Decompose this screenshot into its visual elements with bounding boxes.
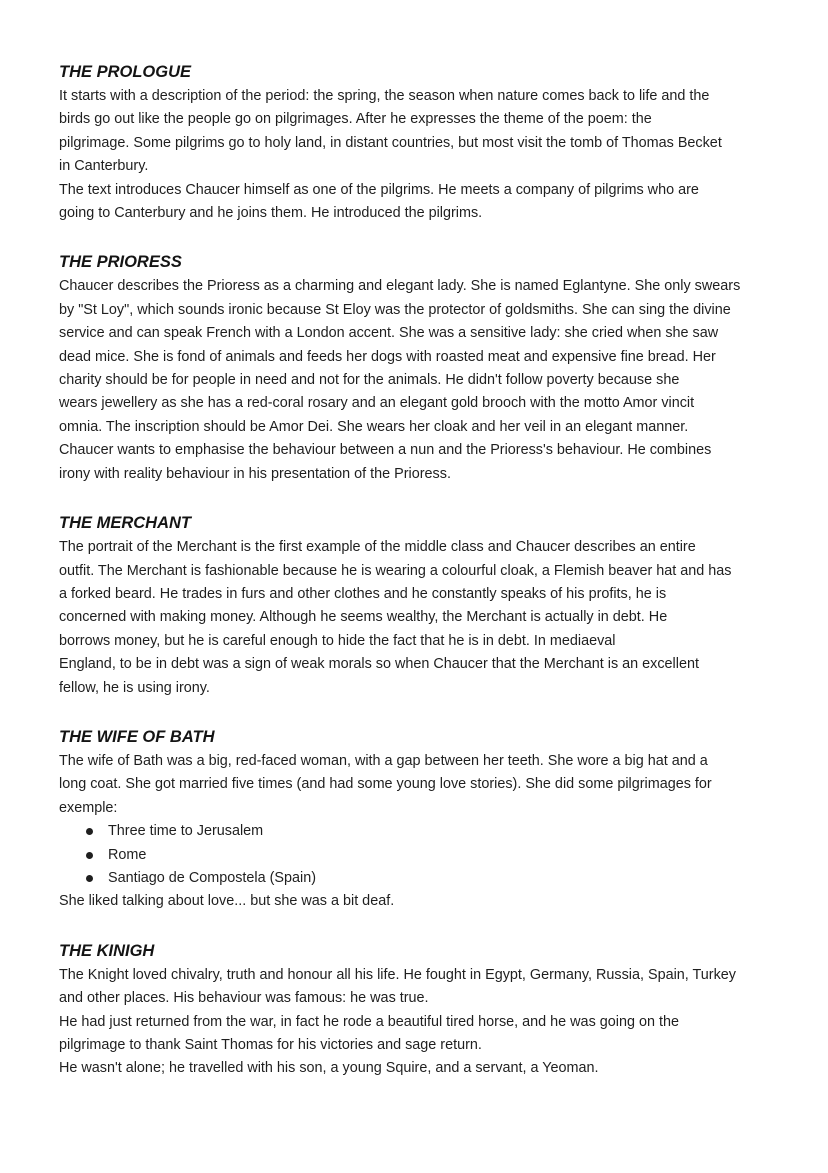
paragraph: Chaucer describes the Prioress as a charming and elegant lady. She is named Eglantyne. She only swears by "St Loy", which sounds ironic because St Eloy was the protector of goldsmiths. She can sing the divine service and can speak French with a London accent. She was a sensitive lady: she cried when she saw dead mice. She is fond of animals and feeds her dogs with roasted meat and expensive fine bread. Her charity should be for people in need and not for the animals. He didn't follow poverty because she wears jewellery as she has a red-coral rosary and an elegant gold brooch with the motto Amor vincit omnia. The inscription should be Amor Dei. She wears her cloak and her veil in an elegant manner. Chaucer wants to emphasise the behaviour between a nun and the Prioress's behaviour. He combines irony with reality behaviour in his presentation of the Prioress. (59, 278, 741, 482)
list-item (86, 820, 779, 843)
section-wife-of-bath (59, 726, 779, 914)
section-merchant (59, 512, 779, 700)
list-item (86, 867, 779, 890)
section-knight (59, 940, 779, 1081)
list-item-text: Three time to Jerusalem (108, 823, 264, 840)
section-heading: THE MERCHANT (59, 514, 191, 533)
section-heading: THE KINIGH (59, 941, 155, 960)
list-item (86, 844, 779, 867)
paragraph: He had just returned from the war, in fact he rode a beautiful tired horse, and he was going on the pilgrimage to thank Saint Thomas for his victories and sage return. (59, 1013, 679, 1053)
bullet-icon (86, 875, 93, 882)
paragraph: The wife of Bath was a big, red-faced woman, with a gap between her teeth. She wore a big hat and a long coat. She got married five times (and had some young love stories). She did some pilgrimages for exemple: (59, 752, 712, 816)
section-heading: THE WIFE OF BATH (59, 727, 215, 746)
bullet-list (59, 820, 779, 890)
paragraph: She liked talking about love... but she was a bit deaf. (59, 893, 395, 910)
section-heading: THE PRIORESS (59, 253, 182, 272)
list-item-text: Rome (108, 846, 147, 863)
paragraph: The Knight loved chivalry, truth and honour all his life. He fought in Egypt, Germany, Russia, Spain, Turkey and other places. His behaviour was famous: he was true. (59, 966, 736, 1007)
document-page (59, 61, 779, 1107)
section-heading: THE PROLOGUE (59, 63, 192, 81)
bullet-icon (86, 852, 93, 859)
section-prologue (59, 61, 779, 225)
paragraph: He wasn't alone; he travelled with his son, a young Squire, and a servant, a Yeoman. (59, 1060, 599, 1077)
paragraph: It starts with a description of the period: the spring, the season when nature comes back to life and the birds go out like the people go on pilgrimages. After he expresses the theme of the poem: the pilgrimage. Some pilgrims go to holy land, in distant countries, but most visit the tomb of Thomas Becket in Canterbury. (59, 88, 722, 175)
section-prioress (59, 251, 779, 486)
list-item-text: Santiago de Compostela (Spain) (108, 869, 316, 886)
paragraph: The text introduces Chaucer himself as one of the pilgrims. He meets a company of pilgrims who are going to Canterbury and he joins them. He introduced the pilgrims. (59, 181, 699, 222)
paragraph: The portrait of the Merchant is the first example of the middle class and Chaucer describes an entire outfit. The Merchant is fashionable because he is wearing a colourful cloak, a Flemish beaver hat and has a forked beard. He trades in furs and other clothes and he constantly speaks of his profits, he is concerned with making money. Although he seems wealthy, the Merchant is actually in debt. He borrows money, but he is careful enough to hide the fact that he is in debt. In mediaeval England, to be in debt was a sign of weak morals so when Chaucer that the Merchant is an excellent fellow, he is using irony. (59, 539, 732, 696)
bullet-icon (86, 828, 93, 835)
